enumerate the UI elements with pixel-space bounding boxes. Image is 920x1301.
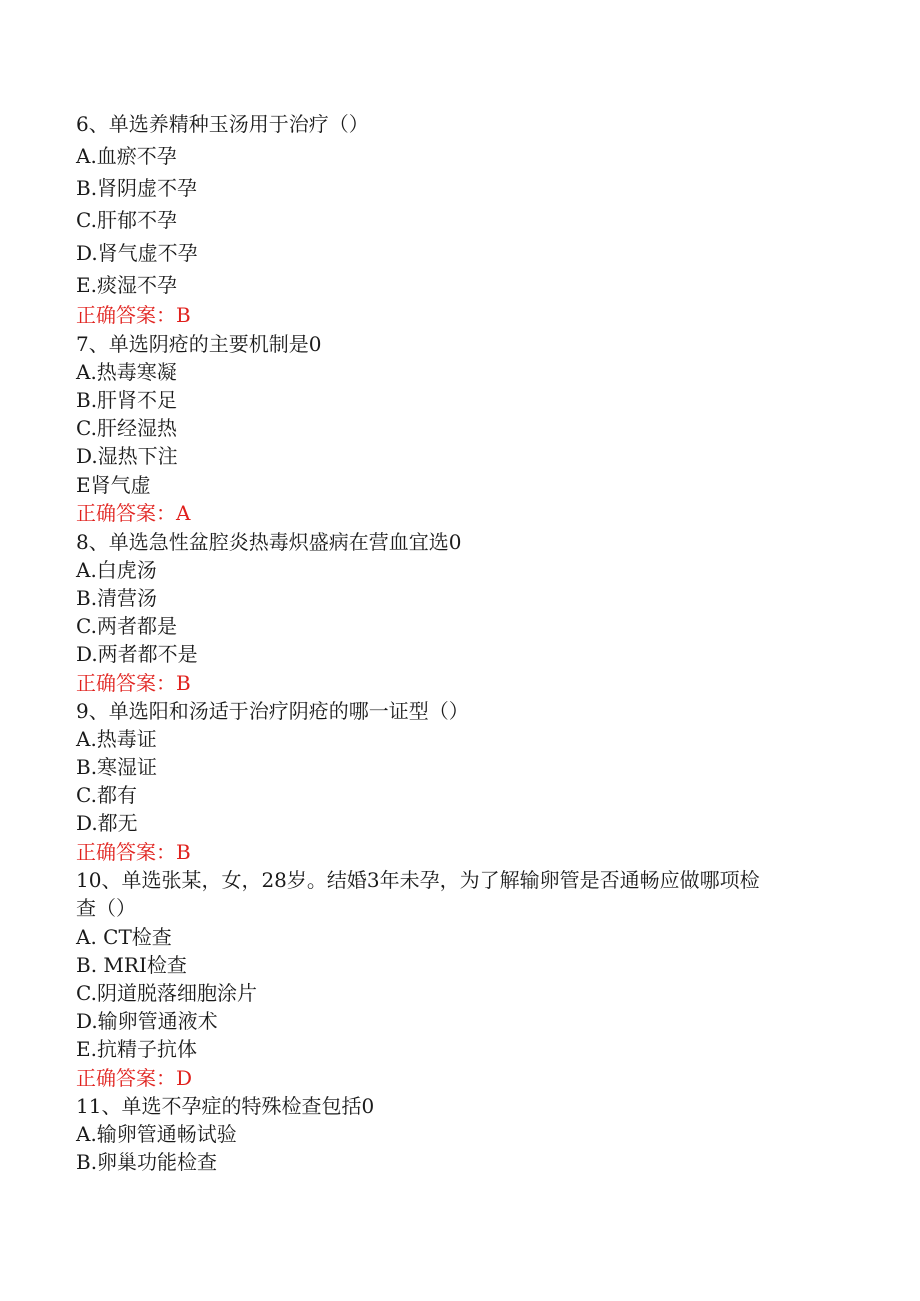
correct-answer: 正确答案：B: [76, 840, 191, 864]
option: D.肾气虚不孕: [76, 241, 198, 265]
option: B.清营汤: [76, 586, 158, 610]
option: B.卵巢功能检查: [76, 1150, 218, 1174]
option: D.都无: [76, 811, 138, 835]
question-stem: 7、单选阴疮的主要机制是0: [76, 332, 322, 356]
correct-answer: 正确答案：B: [76, 303, 191, 327]
question-stem: 9、单选阳和汤适于治疗阴疮的哪一证型（）: [76, 699, 469, 723]
option: E.痰湿不孕: [76, 273, 177, 297]
option: A.血瘀不孕: [76, 144, 177, 168]
option: C.阴道脱落细胞涂片: [76, 981, 257, 1005]
option: A.白虎汤: [76, 558, 157, 582]
option: A. CT检查: [76, 925, 172, 949]
question-stem: 10、单选张某，女，28岁。结婚3年未孕，为了解输卵管是否通畅应做哪项检: [76, 868, 760, 892]
question-stem-continued: 查（）: [76, 896, 136, 920]
option: A.热毒寒凝: [76, 360, 177, 384]
question-stem: 6、单选养精种玉汤用于治疗（）: [76, 112, 369, 136]
option: A.输卵管通畅试验: [76, 1122, 237, 1146]
option: B.肾阴虚不孕: [76, 176, 198, 200]
correct-answer: 正确答案：D: [76, 1066, 193, 1090]
option: B.寒湿证: [76, 755, 158, 779]
option: E.抗精子抗体: [76, 1037, 197, 1061]
option: D.输卵管通液术: [76, 1009, 218, 1033]
option: B.肝肾不足: [76, 388, 178, 412]
correct-answer: 正确答案：A: [76, 501, 191, 525]
option: B. MRI检查: [76, 953, 187, 977]
option: C.两者都是: [76, 614, 177, 638]
correct-answer: 正确答案：B: [76, 671, 191, 695]
option: C.肝郁不孕: [76, 208, 177, 232]
option: C.都有: [76, 783, 137, 807]
option: E肾气虚: [76, 473, 151, 497]
question-stem: 11、单选不孕症的特殊检查包括0: [76, 1094, 375, 1118]
option: C.肝经湿热: [76, 416, 177, 440]
option: A.热毒证: [76, 727, 157, 751]
option: D.两者都不是: [76, 642, 198, 666]
option: D.湿热下注: [76, 444, 178, 468]
question-stem: 8、单选急性盆腔炎热毒炽盛病在营血宜选0: [76, 530, 462, 554]
